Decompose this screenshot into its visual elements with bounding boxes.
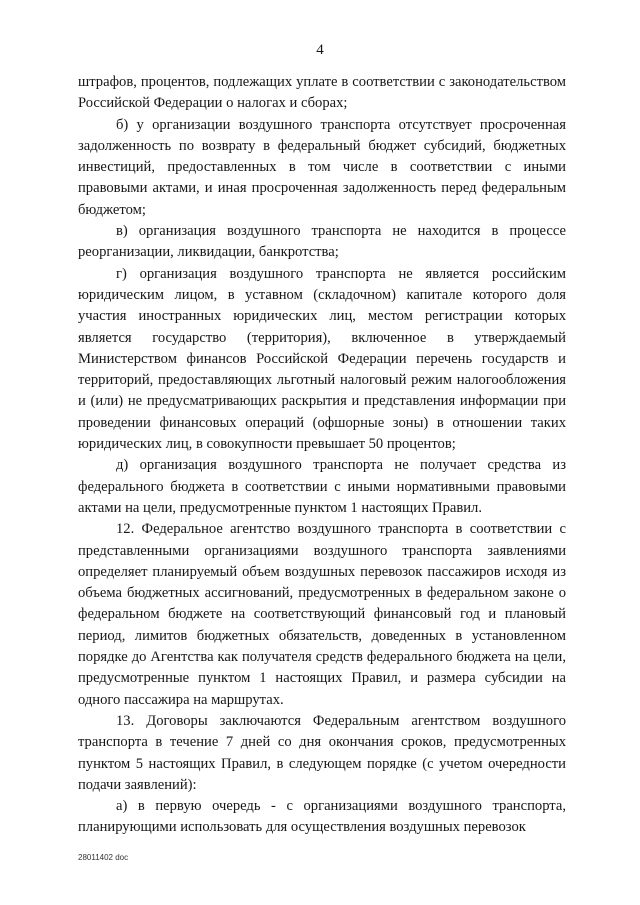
- paragraph-12: 12. Федеральное агентство воздушного транспорта в соответствии с представленными организациями воздушного транспорта заявлениями определяет планируемый объем воздушных перевозок пассажиров исходя из объема бюджетных ассигнований, предусмотренных в федеральном законе о федеральном бюджете на соответствующий финансовый год и плановый период, лимитов бюджетных обязательств, доведенных в установленном порядке до Агентства как получателя средств федерального бюджета на цели, предусмотренные пунктом 1 настоящих Правил, и размера субсидии на одного пассажира на маршрутах.: [78, 521, 566, 708]
- paragraph-13: 13. Договоры заключаются Федеральным агентством воздушного транспорта в течение 7 дней со дня окончания сроков, предусмотренных пунктом 5 настоящих Правил, в следующем порядке (с учетом очередности подачи заявлений):: [78, 712, 566, 793]
- document-body: [78, 72, 566, 839]
- paragraph-v: в) организация воздушного транспорта не находится в процессе реорганизации, ликвидации, банкротства;: [78, 223, 566, 261]
- page-number: 4: [316, 42, 324, 58]
- paragraph-continuation: штрафов, процентов, подлежащих уплате в соответствии с законодательством Российской Федерации о налогах и сборах;: [78, 74, 566, 112]
- file-name-footer: 28011402 doc: [78, 853, 129, 862]
- paragraph-d: д) организация воздушного транспорта не получает средства из федерального бюджета в соответствии с иными нормативными правовыми актами на цели, предусмотренные пунктом 1 настоящих Правил.: [78, 457, 566, 516]
- paragraph-b: б) у организации воздушного транспорта отсутствует просроченная задолженность по возврату в федеральный бюджет субсидий, бюджетных инвестиций, предоставленных в том числе в соответствии с иными правовыми актами, и иная просроченная задолженность перед федеральным бюджетом;: [78, 116, 566, 218]
- paragraph-g: г) организация воздушного транспорта не является российским юридическим лицом, в уставном (складочном) капитале которого доля участия иностранных юридических лиц, местом регистрации которых является государство (территория), включенное в утверждаемый Министерством финансов Российской Федерации перечень государств и территорий, предоставляющих льготный налоговый режим налогообложения и (или) не предусматривающих раскрытия и представления информации при проведении финансовых операций (офшорные зоны) в отношении таких юридических лиц, в совокупности превышает 50 процентов;: [78, 265, 566, 453]
- paragraph-a: а) в первую очередь - с организациями воздушного транспорта, планирующими использовать для осуществления воздушных перевозок: [78, 798, 566, 836]
